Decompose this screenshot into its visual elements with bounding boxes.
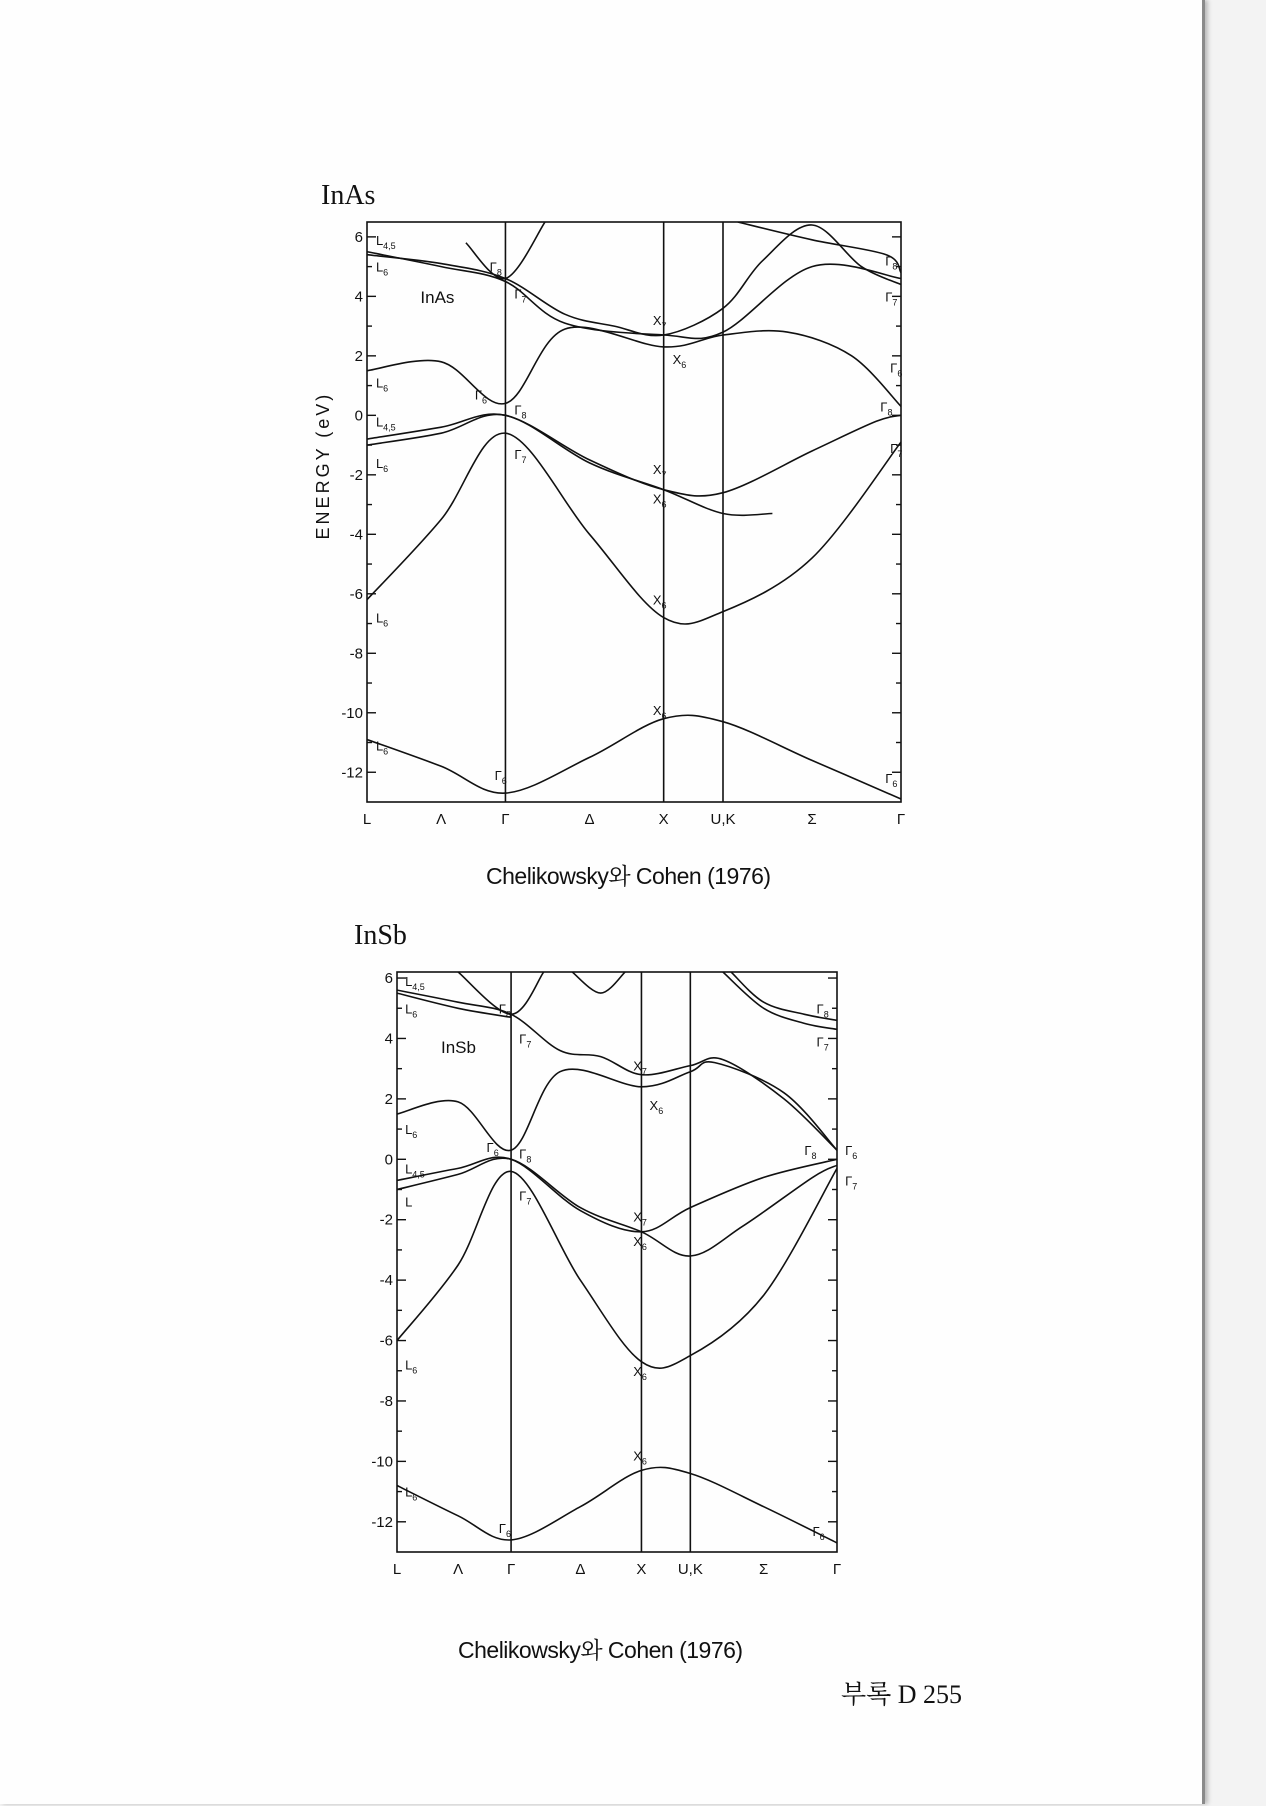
- insb-point-label: $L_{4,5}$: [405, 1161, 425, 1180]
- insb-curves: [397, 972, 837, 1543]
- insb-ytick-label: -8: [379, 1392, 393, 1410]
- inas-point-label: $L_6$: [375, 259, 389, 278]
- insb-point-label: $\Gamma_6$: [812, 1523, 825, 1542]
- inas-point-label: $\Gamma_7$: [885, 289, 898, 308]
- inas-point-label: $L_6$: [375, 455, 389, 474]
- inas-point-label: $L_6$: [375, 375, 389, 394]
- inas-band-valence-deep: [367, 715, 901, 799]
- insb-inner-label: InSb: [441, 1038, 476, 1058]
- insb-point-label: $X_6$: [649, 1097, 664, 1116]
- inas-xtick-label: Δ: [584, 811, 595, 828]
- inas-band-structure-chart: [292, 200, 932, 850]
- insb-frame: [397, 972, 837, 1552]
- insb-band-conduction-4: [572, 972, 625, 993]
- insb-point-label: $L_{4,5}$: [405, 974, 425, 993]
- insb-band-valence-1: [397, 1157, 837, 1232]
- insb-point-label: $X_7$: [633, 1058, 647, 1077]
- insb-point-label: $X_6$: [633, 1363, 647, 1382]
- insb-point-label: $\Gamma_6$: [486, 1140, 499, 1159]
- inas-point-label: $L_6$: [375, 610, 389, 629]
- insb-xtick-label: X: [636, 1561, 647, 1578]
- inas-xtick-label: U,K: [710, 811, 736, 828]
- inas-xtick-label: Λ: [436, 811, 447, 828]
- insb-band-structure-chart: [360, 960, 880, 1600]
- inas-curves: [367, 222, 901, 799]
- inas-ytick-label: -4: [349, 526, 363, 544]
- inas-point-label: $X_7$: [652, 313, 667, 332]
- page-footer: [841, 1674, 962, 1711]
- inas-xtick-label: X: [658, 811, 669, 828]
- inas-point-label: $L_{4,5}$: [375, 414, 396, 433]
- insb-point-label: $\Gamma_8$: [804, 1143, 817, 1162]
- insb-point-label: $\Gamma_6$: [498, 1520, 511, 1539]
- insb-band-valence-deep: [397, 1467, 837, 1543]
- insb-ytick-label: -4: [379, 1272, 393, 1290]
- insb-xtick-label: Λ: [453, 1561, 464, 1578]
- insb-point-label: $\Gamma_7$: [816, 1034, 829, 1053]
- inas-ytick-label: -10: [341, 704, 363, 722]
- inas-xtick-label: Σ: [807, 811, 817, 828]
- insb-ytick-label: 6: [384, 970, 393, 988]
- insb-ytick-label: 4: [384, 1030, 393, 1048]
- insb-band-conduction-low: [397, 1062, 837, 1151]
- insb-xtick-label: Γ: [506, 1561, 516, 1578]
- insb-band-valence-2: [397, 1158, 837, 1256]
- inas-point-label: $L_{4,5}$: [375, 232, 396, 251]
- inas-title: InAs: [321, 180, 376, 211]
- inas-point-label: $\Gamma_6$: [474, 387, 488, 406]
- insb-point-label: $\Gamma_8$: [816, 1001, 829, 1020]
- inas-point-label: $\Gamma_7$: [514, 447, 527, 465]
- inas-point-label: $X_6$: [652, 592, 667, 611]
- inas-point-label: $\Gamma_8$: [885, 253, 898, 272]
- inas-point-label: $\Gamma_6$: [885, 771, 898, 790]
- inas-band-valence-3: [367, 433, 901, 624]
- inas-xtick-label: Γ: [501, 811, 510, 828]
- inas-point-label: $L_6$: [375, 738, 389, 757]
- insb-xtick-label: Δ: [575, 1561, 586, 1578]
- inas-point-label: $X_6$: [652, 491, 667, 510]
- inas-point-label: $\Gamma_6$: [890, 360, 903, 379]
- insb-caption: Chelikowsky와 Cohen (1976): [458, 1637, 743, 1663]
- insb-point-label: $L_6$: [405, 1001, 418, 1020]
- inas-ytick-label: -2: [349, 466, 363, 484]
- insb-xtick-label: L: [392, 1561, 402, 1578]
- insb-ytick-label: 0: [384, 1151, 393, 1169]
- insb-point-label: $\Gamma_8$: [519, 1146, 532, 1165]
- insb-band-conduction-1: [397, 990, 837, 1150]
- inas-band-valence-1: [367, 414, 901, 496]
- insb-band-valence-3: [397, 1168, 837, 1368]
- inas-point-label: $\Gamma_7$: [890, 441, 903, 460]
- insb-point-label: $\Gamma_8$: [498, 1001, 511, 1020]
- insb-point-label: $X_7$: [633, 1209, 647, 1228]
- inas-point-label: $X_7$: [652, 461, 667, 480]
- insb-xtick-label: Σ: [759, 1561, 769, 1578]
- footer-section: 부록 D: [840, 1680, 917, 1709]
- insb-title: InSb: [354, 920, 407, 951]
- inas-ytick-label: 0: [354, 407, 363, 425]
- inas-ytick-label: 4: [354, 288, 363, 306]
- inas-caption: Chelikowsky와 Cohen (1976): [486, 863, 771, 889]
- inas-point-label: $\Gamma_8$: [880, 399, 893, 418]
- inas-xtick-label: Γ: [896, 811, 906, 828]
- insb-ytick-label: -6: [379, 1332, 393, 1350]
- insb-xtick-label: U,K: [677, 1561, 703, 1578]
- inas-point-label: $\Gamma_7$: [514, 286, 527, 305]
- inas-point-label: $X_6$: [652, 702, 667, 721]
- inas-ytick-label: -6: [349, 585, 363, 603]
- inas-band-conduction-low: [367, 327, 901, 406]
- insb-point-label: $\Gamma_7$: [845, 1173, 858, 1192]
- inas-point-label: $\Gamma_8$: [514, 402, 527, 421]
- insb-point-label: $L_6$: [405, 1122, 418, 1141]
- insb-point-label: L: [405, 1194, 413, 1210]
- insb-ytick-label: -12: [371, 1513, 393, 1531]
- insb-point-label: $X_6$: [633, 1448, 647, 1467]
- insb-point-label: $L_6$: [405, 1484, 418, 1503]
- inas-ytick-label: -12: [341, 764, 363, 782]
- footer-page-number: 255: [923, 1680, 962, 1709]
- inas-xtick-label: L: [362, 811, 372, 828]
- inas-point-label: $X_6$: [672, 351, 687, 370]
- insb-point-label: $\Gamma_7$: [519, 1031, 532, 1050]
- inas-ytick-label: 6: [354, 228, 363, 246]
- inas-point-label: $\Gamma_8$: [489, 259, 502, 278]
- inas-ytick-label: -8: [349, 645, 363, 663]
- insb-point-label: $\Gamma_7$: [519, 1188, 532, 1207]
- inas-point-label: $\Gamma_6$: [494, 768, 507, 787]
- inas-inner-label: InAs: [420, 288, 455, 308]
- inas-ylabel: ENERGY (eV): [313, 391, 333, 540]
- insb-ytick-label: 2: [384, 1090, 393, 1108]
- insb-point-label: $X_6$: [633, 1233, 647, 1252]
- insb-xtick-label: Γ: [832, 1561, 842, 1578]
- insb-ytick-label: -10: [371, 1453, 393, 1471]
- insb-point-label: $\Gamma_6$: [845, 1143, 858, 1162]
- insb-ytick-label: -2: [379, 1211, 393, 1229]
- inas-ytick-label: 2: [354, 347, 363, 365]
- insb-point-label: $L_6$: [405, 1357, 418, 1376]
